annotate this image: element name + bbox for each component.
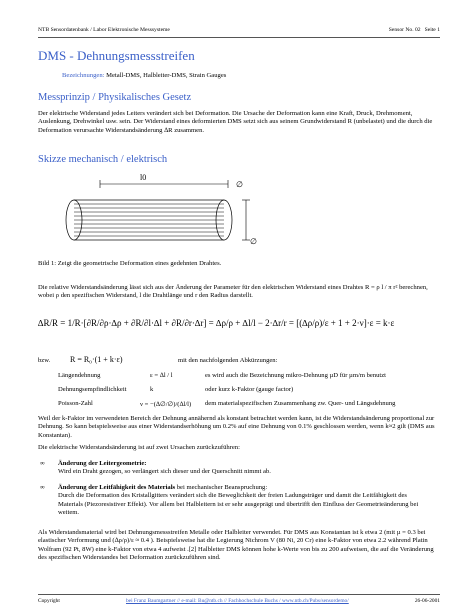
figure-caption: Bild 1: Zeigt die geometrische Deformation eines gedehnten Drahtes. xyxy=(38,260,222,267)
bzw-label: bzw. xyxy=(38,357,51,364)
designations xyxy=(62,72,226,79)
resistance-text: Die relative Widerstandsänderung lässt sich aus der Änderung der Parameter für den elektrischen Widerstand eines Drahtes R = ρ l / π r² berechnen, wobei ρ den spezifischen Widerstand, l die Drahtlänge und r den Radius darstellt. xyxy=(38,284,428,300)
def-desc: oder kurz k-Faktor (gauge factor) xyxy=(205,386,294,393)
header-page: Seite 1 xyxy=(424,27,440,33)
principle-text: Der elektrische Widerstand jedes Leiters verändert sich bei Deformation. Die Ursache der Deformation kann eine Kraft, Druck, Drehmoment, Auslenkung, Drehwinkel usw. sein. Der Widerstand eines deformierten DMS setzt sich aus seinem Grundwiderstand R (unbelastet) und die durch die Deformation verursachte Widerstandsänderung ∆R zusammen. xyxy=(38,110,433,134)
def-name: Dehnungsempfindlichkeit xyxy=(58,386,127,393)
label-diameter-top: ∅ xyxy=(236,180,243,189)
def-symbol: k xyxy=(150,386,154,393)
bzw-formula: R = R₀·(1 + k·ε) xyxy=(70,355,123,364)
wire-deformation-figure xyxy=(60,170,270,250)
kfactor-text: Weil der k-Faktor im verwendeten Bereich der Dehnung annähernd als konstant betrachtet werden kann, ist die Widerstandsänderung proportional zur Dehnung. So kann beispielsweise aus einer Widerstandserhöhung um 0.2% auf eine Dehnung von 0.1% geschlossen werden, wenn k≈2 gilt (DMS aus Konstantan). xyxy=(38,415,435,439)
main-equation: ∆R/R = 1/R·[∂R/∂ρ·∆ρ + ∂R/∂l·∆l + ∂R/∂r·∆r] = ∆ρ/ρ + ∆l/l − 2·∆r/r = [(∆ρ/ρ)/ε + 1 + 2·ν]·ε = k·ε xyxy=(38,318,395,328)
page-header xyxy=(38,27,440,33)
footer-date: 26-06-2001 xyxy=(414,598,440,604)
header-sensor: Sensor No. 02 xyxy=(388,27,421,33)
header-rule xyxy=(38,37,440,38)
bullet-head: Änderung der Leitfähigkeit des Materials xyxy=(58,484,176,491)
label-l0: l0 xyxy=(140,173,147,182)
list-item xyxy=(40,484,428,517)
label-diameter-bottom: ∅ xyxy=(250,237,257,246)
def-name: Poisson-Zahl xyxy=(58,400,93,407)
bullet-body: Wird ein Draht gezogen, so verlängert sich dieser und der Querschnitt nimmt ab. xyxy=(58,468,271,476)
def-name: Längendehnung xyxy=(58,372,101,379)
designations-value: Metall-DMS, Halbleiter-DMS, Strain Gauges xyxy=(106,72,227,79)
footer-link[interactable]: bei Franz Baumgartner // e-mail: Bu@ntb.ch // Fachhochschule Buchs / www.ntb.ch/Pubs/sensordemo/ xyxy=(125,598,349,604)
causes-intro: Die elektrische Widerstandsänderung ist auf zwei Ursachen zurückzuführen: xyxy=(38,444,240,451)
page-footer xyxy=(38,598,440,604)
section-heading-sketch: Skizze mechanisch / elektrisch xyxy=(38,154,168,165)
bullet-tail: bei mechanischer Beanspruchung: xyxy=(175,484,268,491)
bullet-icon: ∞ xyxy=(40,484,45,491)
def-desc: es wird auch die Bezeichnung mikro-Dehnung µD für µm/m benutzt xyxy=(205,372,387,379)
header-right xyxy=(385,27,440,33)
list-item xyxy=(40,460,428,477)
bullet-head: Änderung der Leitergeometrie: xyxy=(58,460,147,467)
materials-text: Als Widerstandsmaterial wird bei Dehnungsmessstreifen Metalle oder Halbleiter verwendet. Für DMS aus Konstantan ist k etwa 2 (mit µ = 0.3 bei elastischer Verformung und (∆ρ/ρ)/ε ≈ 0.4 ). Beispielsweise hat die Legierung Nichrom V (80 Ni, 20 Cr) eine k-Faktor von etwa 2.2 während Platin Wolfram (92 Pt, 8W) eine k-Faktor von etwa 4 aufweist .[2] Halbleiter DMS können hohe k-Werte von bis zu 200 aufweisen, die auf die Veränderung des spezifischen Widerstandes bei Deformation zurückzuführen sind. xyxy=(38,529,434,562)
section-heading-principle: Messprinzip / Physikalisches Gesetz xyxy=(38,92,192,103)
def-desc: dem materialspezifischen Zusammenhang zw. Quer- und Längsdehnung xyxy=(205,400,396,407)
bullet-body: Durch die Deformation des Kristallgitters verändert sich die Beweglichkeit der freien Ladungsträger und damit die Leitfähigkeit des Materials (Piezoresistiver Effekt). Vor allem bei Halbleitern ist er sehr ausgeprägt und übertrifft den Einfluss der Geometrieänderung bei weitem. xyxy=(58,492,419,516)
page-title: DMS - Dehnungsmessstreifen xyxy=(38,48,195,63)
bzw-note: mit den nachfolgenden Abkürzungen: xyxy=(178,357,278,364)
designations-key: Bezeichnungen: xyxy=(62,72,105,79)
footer-rule xyxy=(38,594,440,595)
bullet-icon: ∞ xyxy=(40,460,45,467)
def-symbol: ε = ∆l / l xyxy=(150,372,173,379)
def-symbol: ν = −(∆∅/∅)/(∆l/l) xyxy=(140,401,192,408)
footer-copyright: Copyright xyxy=(38,598,60,604)
header-left: NTB Sensordatenbank / Labor Elektronische Messsysteme xyxy=(38,27,170,33)
